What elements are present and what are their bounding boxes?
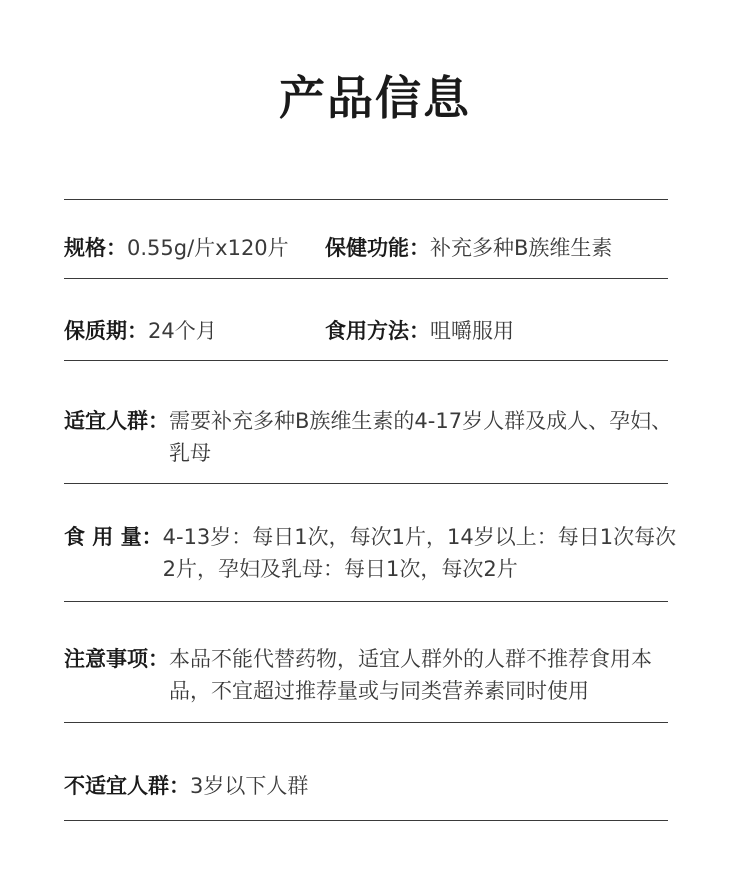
divider: [64, 722, 668, 723]
spec-function-row: [64, 232, 684, 264]
dosage-value: 4-13岁：每日1次，每次1片，14岁以上：每日1次每次2片，孕妇及乳母：每日1次，每次2片: [162, 525, 677, 581]
divider: [64, 199, 668, 200]
shelf-usage-row: [64, 315, 684, 347]
shelf-life-field: [64, 315, 217, 347]
dosage-row: [64, 521, 684, 585]
function-field: [325, 232, 612, 264]
unsuitable-label: 不适宜人群：: [64, 774, 190, 798]
unsuitable-population-row: [64, 770, 684, 802]
page-title: 产品信息: [279, 71, 471, 125]
divider: [64, 601, 668, 602]
divider: [64, 820, 668, 821]
dosage-label: 食 用 量：: [64, 525, 163, 549]
shelf-life-label: 保质期：: [64, 319, 148, 343]
suitable-label: 适宜人群：: [64, 409, 169, 433]
function-value: 补充多种B族维生素: [430, 236, 613, 260]
notice-row: [64, 643, 684, 707]
usage-label: 食用方法：: [325, 319, 430, 343]
usage-value: 咀嚼服用: [430, 319, 514, 343]
suitable-value: 需要补充多种B族维生素的4-17岁人群及成人、孕妇、乳母: [169, 409, 673, 465]
function-label: 保健功能：: [325, 236, 430, 260]
divider: [64, 360, 668, 361]
suitable-population-row: [64, 405, 684, 469]
usage-field: [325, 315, 514, 347]
unsuitable-value: 3岁以下人群: [190, 774, 309, 798]
spec-label: 规格：: [64, 236, 127, 260]
shelf-life-value: 24个月: [148, 319, 217, 343]
divider: [64, 278, 668, 279]
spec-value: 0.55g/片x120片: [127, 236, 289, 260]
spec-field: [64, 232, 289, 264]
notice-value: 本品不能代替药物，适宜人群外的人群不推荐食用本品，不宜超过推荐量或与同类营养素同时使用: [169, 647, 652, 703]
notice-label: 注意事项：: [64, 647, 169, 671]
divider: [64, 483, 668, 484]
